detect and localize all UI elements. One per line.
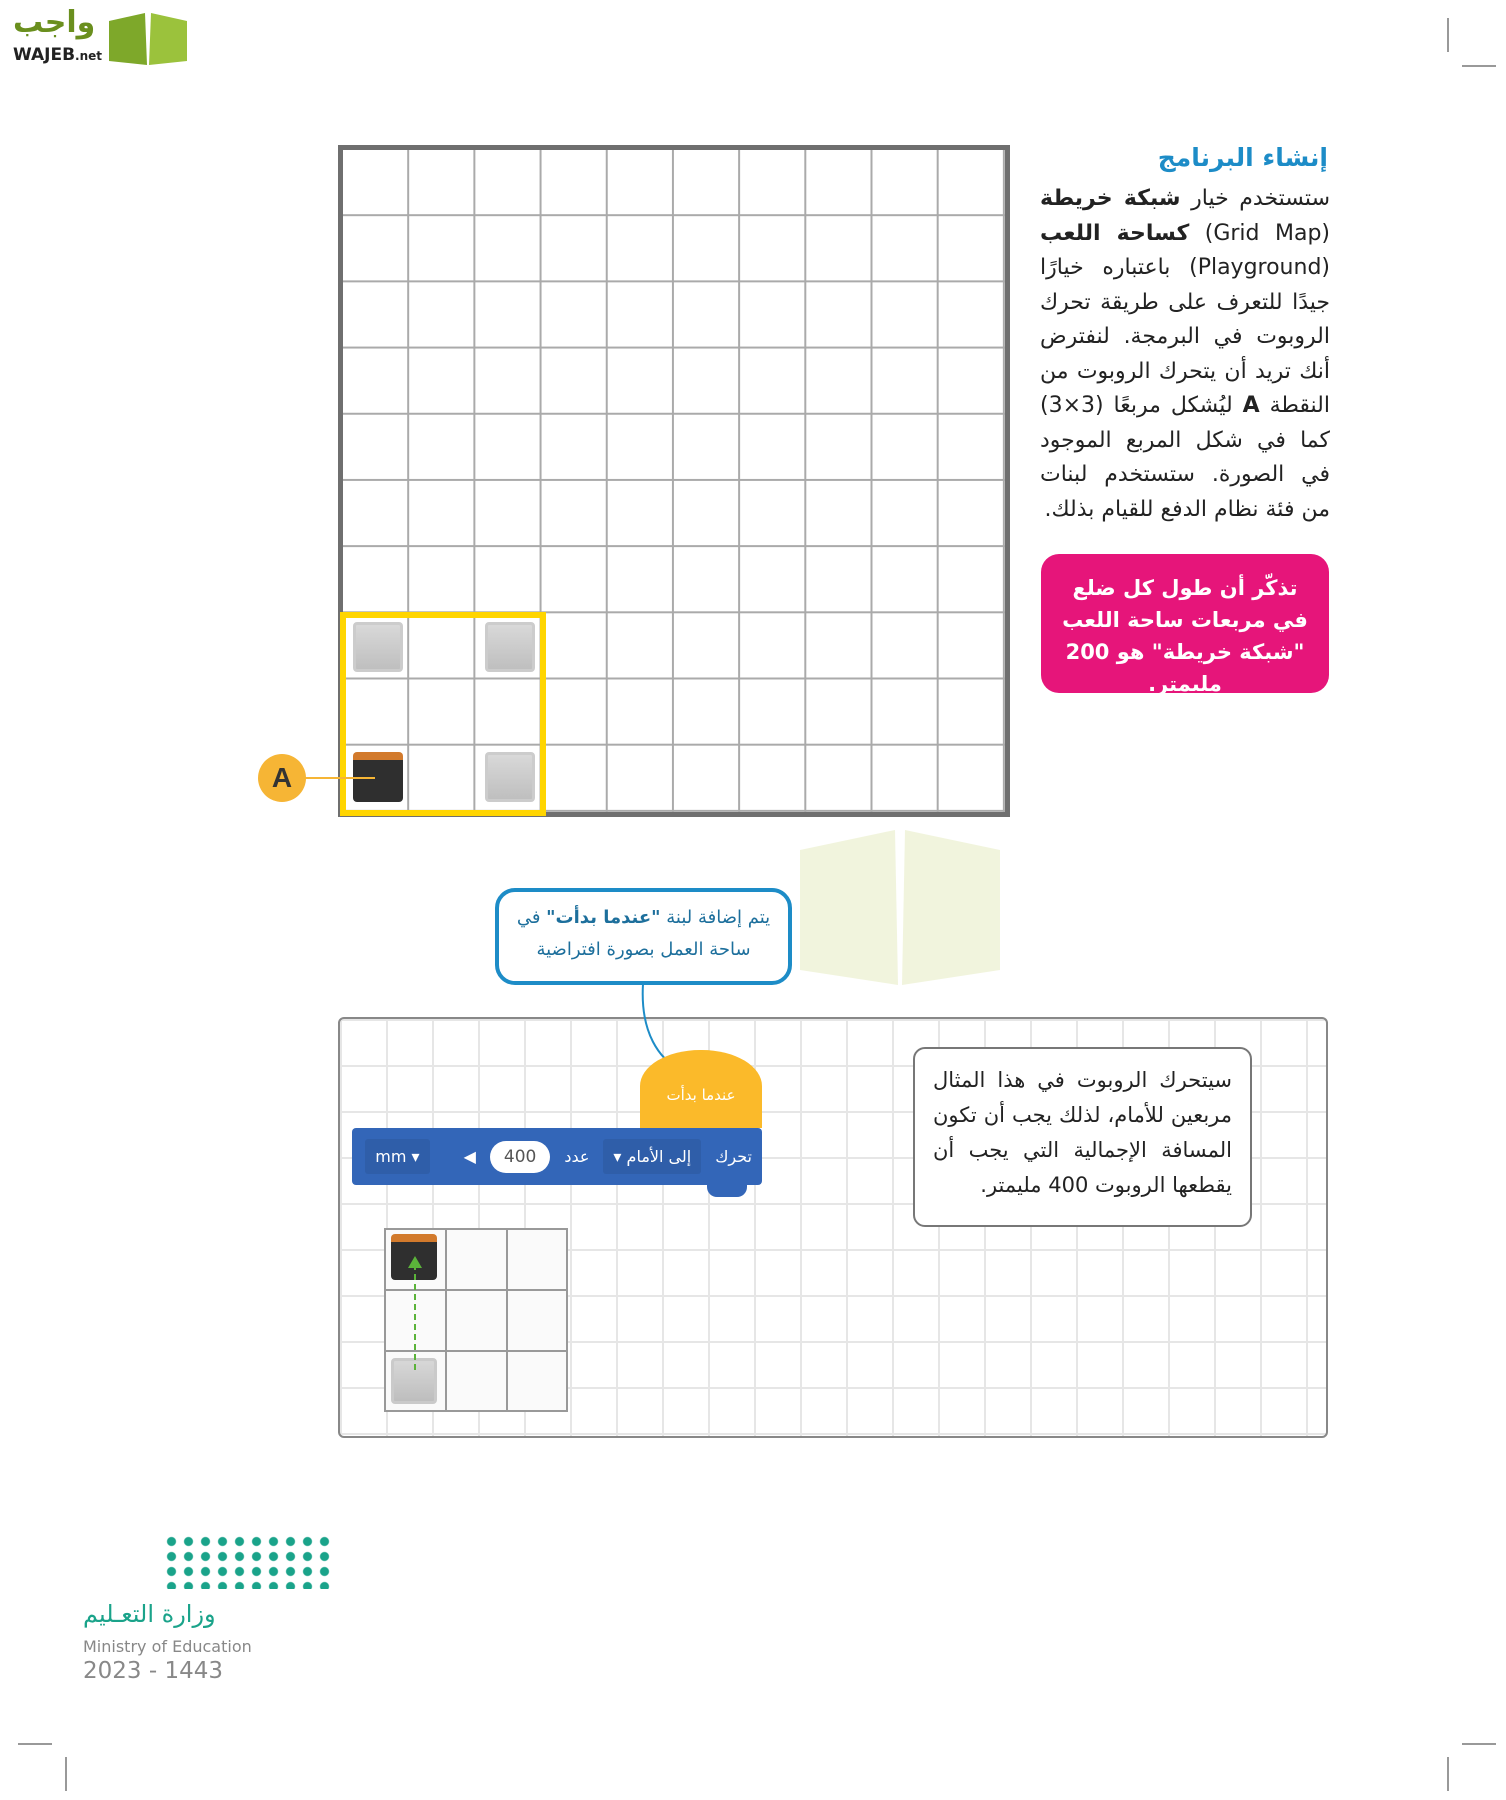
crop-mark: [1447, 18, 1449, 52]
distance-input[interactable]: 400: [490, 1141, 550, 1173]
callout-box: يتم إضافة لبنة "عندما بدأت" في ساحة العمل بصورة افتراضية: [495, 888, 792, 985]
section-title: إنشاء البرنامج: [1157, 143, 1328, 172]
section-body: ستستخدم خيار شبكة خريطة (Grid Map) كساحة اللعب (Playground) باعتباره خيارًا جيدًا للتعرف على طريقة تحرك الروبوت في البرمجة. لنفترض أنك تريد أن يتحرك الروبوت من النقطة A ليُشكل مربعًا (3×3) كما في شكل المربع الموجود في الصورة. ستستخدم لبنات من فئة نظام الدفع للقيام بذلك.: [1040, 186, 1331, 522]
explanation-note: سيتحرك الروبوت في هذا المثال مربعين للأمام، لذلك يجب أن تكون المسافة الإجمالية التي يجب أن يقطعها الروبوت 400 مليمتر.: [913, 1047, 1252, 1227]
logo-arabic: واجب: [13, 5, 96, 40]
movement-arrow-icon: [405, 1256, 425, 1376]
ministry-dots-icon: [163, 1534, 333, 1589]
crop-mark: [1462, 65, 1496, 67]
crop-mark: [65, 1757, 67, 1791]
when-started-block[interactable]: عندما بدأت: [640, 1050, 762, 1128]
watermark-book-icon: [790, 820, 1010, 990]
ministry-english: Ministry of Education: [83, 1637, 252, 1656]
point-a-label: A: [258, 754, 306, 802]
wajeb-logo[interactable]: [9, 5, 189, 67]
crop-mark: [18, 1743, 52, 1745]
robot-ghost-icon: [353, 622, 403, 672]
edition-year: 2023 - 1443: [83, 1658, 223, 1684]
ministry-arabic: وزارة التعـليم: [83, 1600, 216, 1628]
unit-dropdown[interactable]: ▾ mm: [365, 1139, 429, 1174]
arrow-icon[interactable]: ◀: [463, 1147, 476, 1166]
crop-mark: [1462, 1743, 1496, 1745]
logo-latin: WAJEB.net: [13, 45, 103, 65]
robot-ghost-icon: [485, 752, 535, 802]
crop-mark: [1447, 1757, 1449, 1791]
robot-ghost-icon: [485, 622, 535, 672]
book-icon: [107, 7, 189, 67]
count-label: عدد: [564, 1147, 590, 1166]
move-block[interactable]: [352, 1128, 762, 1185]
reminder-box: تذكّر أن طول كل ضلع في مربعات ساحة اللعب "شبكة خريطة" هو 200 مليمتر.: [1041, 554, 1329, 693]
move-label: تحرك: [715, 1147, 752, 1166]
point-a-leader: [305, 777, 375, 779]
direction-dropdown[interactable]: إلى الأمام ▾: [603, 1139, 701, 1174]
